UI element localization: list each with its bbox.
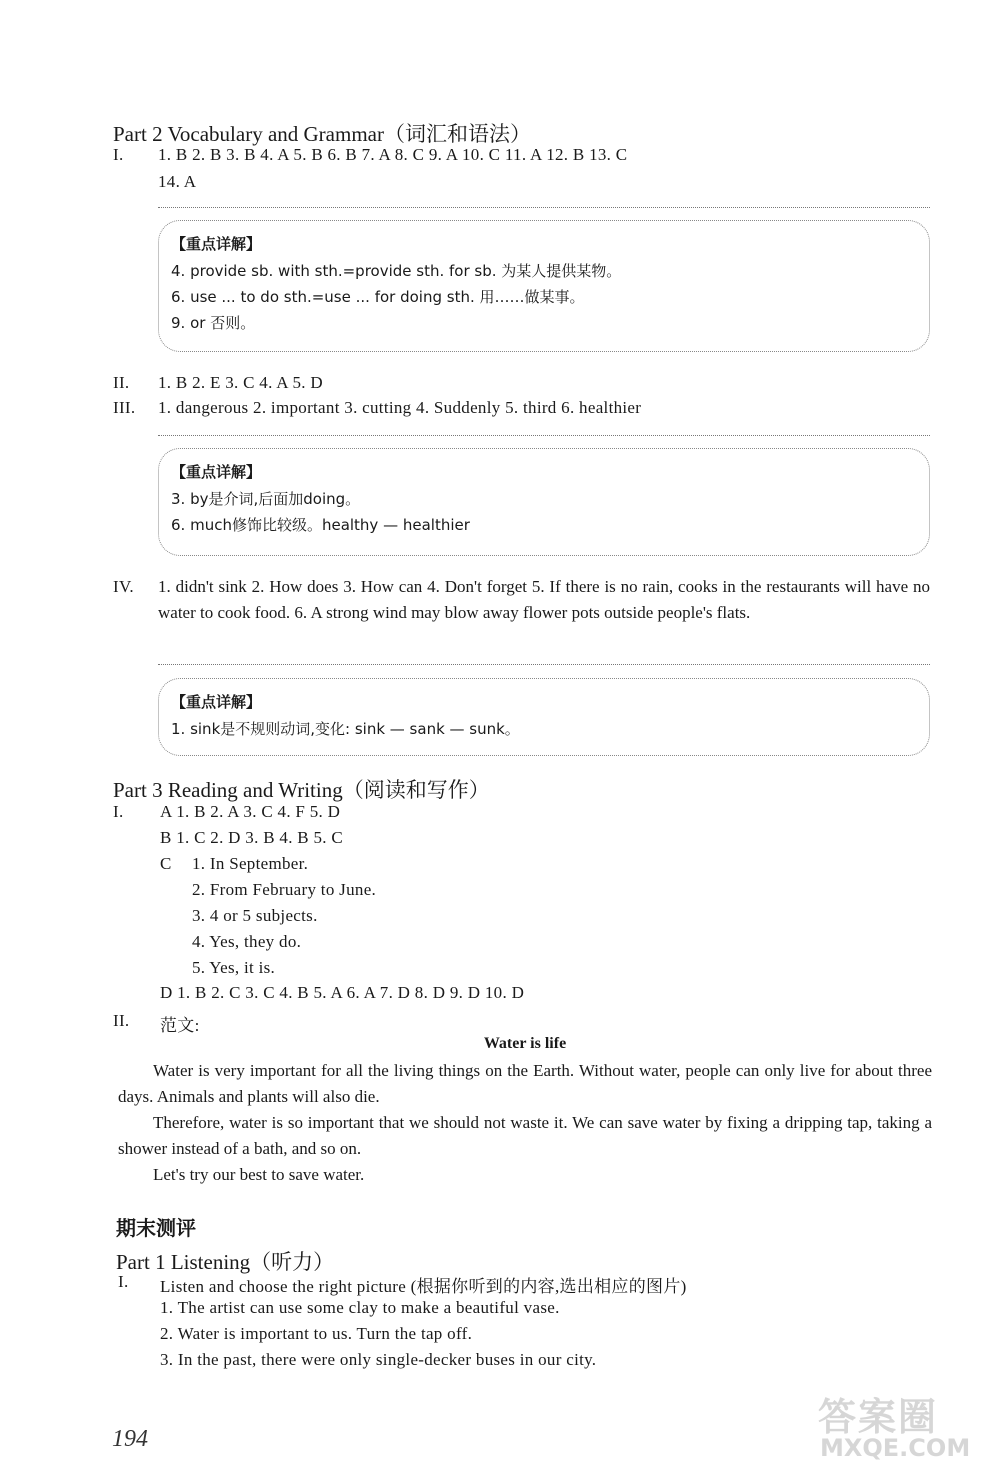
key-notes-heading: 【重点详解】 [171, 235, 262, 253]
part2-q3-answers: 1. dangerous 2. important 3. cutting 4. Suddenly 5. third 6. healthier [158, 398, 642, 417]
part3-q1-label: I. [113, 802, 124, 821]
listening-script-line: 1. The artist can use some clay to make a beautiful vase. [160, 1298, 560, 1317]
key-note-line: 6. use ... to do sth.=use ... for doing sth. 用……做某事。 [171, 288, 585, 306]
part3-q2-intro: 范文: [160, 1016, 200, 1035]
essay-paragraph: Therefore, water is so important that we should not waste it. We can save water by fixing a dripping tap, taking a shower instead of a bath, and so on. [118, 1113, 932, 1158]
part3-section-c-label: C [160, 854, 172, 873]
part3-section-c-answer: 4. Yes, they do. [192, 932, 302, 951]
part3-section-d-answers: D 1. B 2. C 3. C 4. B 5. A 6. A 7. D 8. D 9. D 10. D [160, 983, 525, 1002]
part2-q4-label: IV. [113, 577, 134, 596]
key-note-line: 3. by是介词,后面加doing。 [171, 490, 361, 508]
watermark-logo-text: 答案圈 [818, 1395, 939, 1439]
key-notes-box [158, 448, 930, 556]
part3-section-b-answers: B 1. C 2. D 3. B 4. B 5. C [160, 828, 344, 847]
part3-section-a-answers: A 1. B 2. A 3. C 4. F 5. D [160, 802, 341, 821]
watermark-logo [818, 1386, 988, 1464]
key-notes-heading: 【重点详解】 [171, 693, 262, 711]
essay-paragraph: Water is very important for all the living things on the Earth. Without water, people can only live for about three days. Animals and plants will also die. [118, 1061, 932, 1106]
essay-title: Water is life [483, 1035, 567, 1052]
final-part1-heading: Part 1 Listening（听力） [116, 1250, 335, 1274]
part2-q1-answers-line1: 1. B 2. B 3. B 4. A 5. B 6. B 7. A 8. C 9. A 10. C 11. A 12. B 13. C [158, 145, 628, 164]
final-q1-label: I. [118, 1272, 129, 1291]
page-number: 194 [112, 1426, 148, 1452]
part2-q4-answers: 1. didn't sink 2. How does 3. How can 4. Don't forget 5. If there is no rain, cooks in the restaurants will have no water to cook food. 6. A strong wind may blow away flower pots outside people's flats. [158, 577, 930, 622]
part3-heading: Part 3 Reading and Writing（阅读和写作） [113, 778, 490, 802]
key-note-line: 9. or 否则。 [171, 314, 256, 332]
part3-section-c-answer: 2. From February to June. [192, 880, 377, 899]
part2-q2-answers: 1. B 2. E 3. C 4. A 5. D [158, 373, 323, 392]
part2-q1-label: I. [113, 145, 124, 164]
part3-section-c-answer: 1. In September. [192, 854, 309, 873]
part3-section-c-answer: 3. 4 or 5 subjects. [192, 906, 318, 925]
listening-script-line: 2. Water is important to us. Turn the tap off. [160, 1324, 473, 1343]
part2-q2-label: II. [113, 373, 130, 392]
essay-paragraph: Let's try our best to save water. [153, 1165, 365, 1184]
divider [158, 664, 930, 665]
watermark-url: MXQE.COM [820, 1434, 971, 1462]
divider [158, 435, 930, 436]
key-notes-box [158, 220, 930, 352]
key-notes-heading: 【重点详解】 [171, 463, 262, 481]
part3-q2-label: II. [113, 1011, 130, 1030]
key-notes-box [158, 678, 930, 756]
key-note-line: 6. much修饰比较级。healthy — healthier [171, 516, 470, 534]
key-note-line: 1. sink是不规则动词,变化: sink — sank — sunk。 [171, 720, 520, 738]
part3-section-c-answer: 5. Yes, it is. [192, 958, 276, 977]
key-note-line: 4. provide sb. with sth.=provide sth. for sb. 为某人提供某物。 [171, 262, 622, 280]
part2-q3-label: III. [113, 398, 136, 417]
listening-script-line: 3. In the past, there were only single-decker buses in our city. [160, 1350, 597, 1369]
part2-heading: Part 2 Vocabulary and Grammar（词汇和语法） [113, 122, 531, 146]
final-q1-instruction: Listen and choose the right picture (根据你听到的内容,选出相应的图片) [160, 1277, 687, 1296]
divider [158, 207, 930, 208]
part2-q1-answers-line2: 14. A [158, 172, 197, 191]
final-section-title: 期末测评 [116, 1216, 196, 1240]
